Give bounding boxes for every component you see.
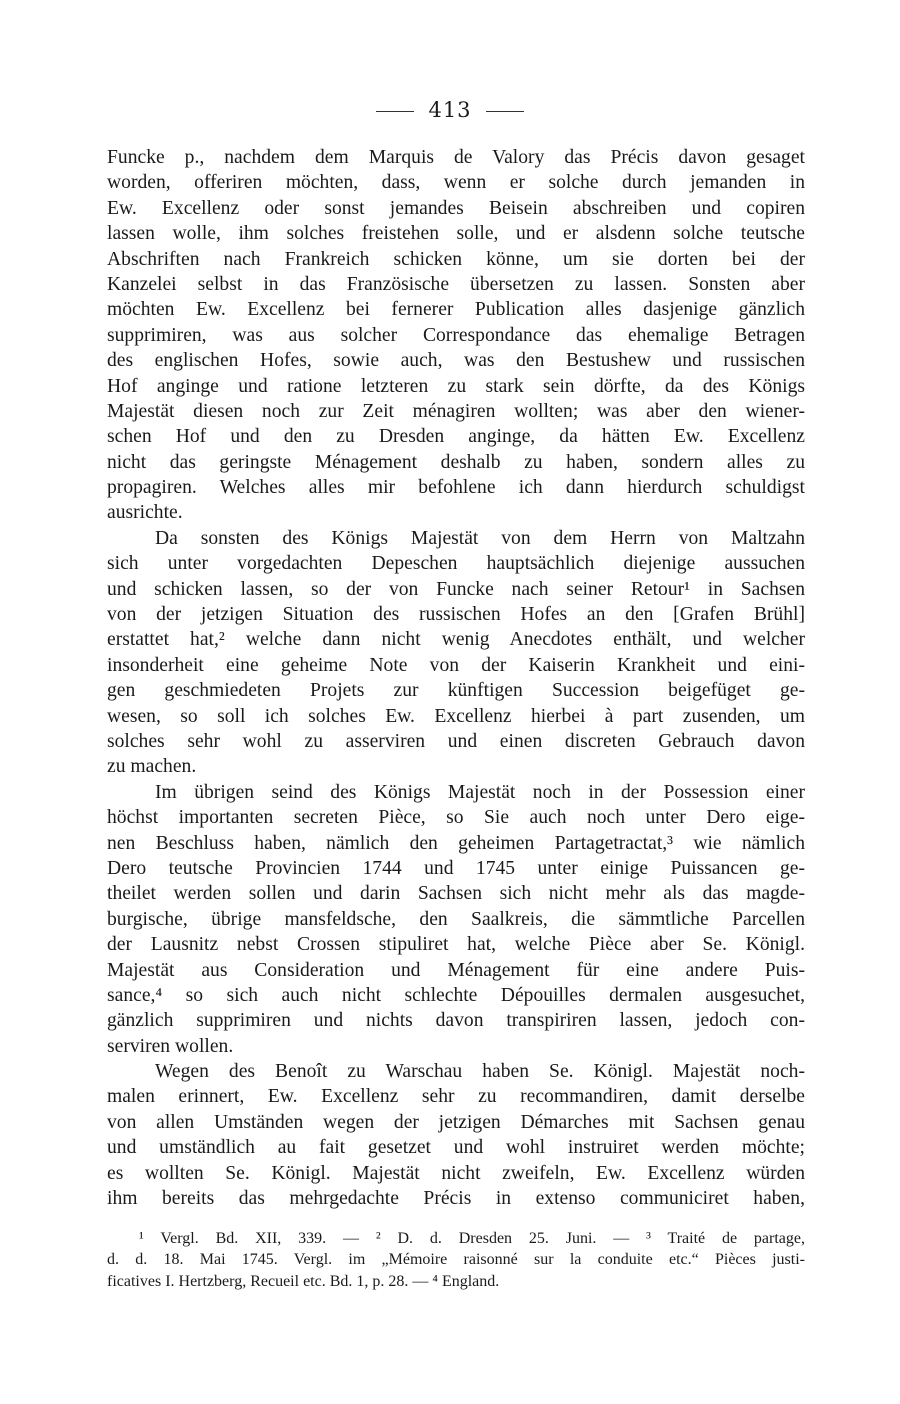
text-line: es wollten Se. Königl. Majestät nicht zweifeln, Ew. Excellenz würden bbox=[107, 1162, 805, 1184]
footnote-line: d. d. 18. Mai 1745. Vergl. im „Mémoire raisonné sur la conduite etc.“ Pièces justi- bbox=[107, 1251, 805, 1269]
page-number: 413 bbox=[428, 98, 472, 122]
text-line: schen Hof und den zu Dresden anginge, da hätten Ew. Excellenz bbox=[107, 426, 805, 448]
text-line: Abschriften nach Frankreich schicken könne, um sie dorten bei der bbox=[107, 248, 805, 270]
text-line: zu machen. bbox=[107, 756, 197, 778]
page-header bbox=[0, 98, 900, 122]
text-line: theilet werden sollen und darin Sachsen sich nicht mehr als das magde- bbox=[107, 883, 805, 905]
text-line: Im übrigen seind des Königs Majestät noch in der Possession einer bbox=[155, 781, 805, 803]
text-line: und umständlich au fait gesetzet und wohl instruiret werden möchte; bbox=[107, 1137, 805, 1159]
text-line: Kanzelei selbst in das Französische übersetzen zu lassen. Sonsten aber bbox=[107, 273, 805, 295]
text-line: sich unter vorgedachten Depeschen hauptsächlich diejenige aussuchen bbox=[107, 553, 805, 575]
text-line: und schicken lassen, so der von Funcke nach seiner Retour¹ in Sachsen bbox=[107, 578, 805, 600]
text-line: ausrichte. bbox=[107, 502, 183, 524]
text-line: serviren wollen. bbox=[107, 1035, 234, 1057]
text-line: propagiren. Welches alles mir befohlene ich dann hierdurch schuldigst bbox=[107, 477, 805, 499]
text-line: Ew. Excellenz oder sonst jemandes Beisein abschreiben und copiren bbox=[107, 197, 805, 219]
text-line: wesen, so soll ich solches Ew. Excellenz hierbei à part zusenden, um bbox=[107, 705, 805, 727]
text-line: erstattet hat,² welche dann nicht wenig Anecdotes enthält, und welcher bbox=[107, 629, 805, 651]
text-line: möchten Ew. Excellenz bei fernerer Publication alles dasjenige gänzlich bbox=[107, 299, 805, 321]
text-line: supprimiren, was aus solcher Correspondance das ehemalige Betragen bbox=[107, 324, 805, 346]
text-line: von allen Umständen wegen der jetzigen Démarches mit Sachsen genau bbox=[107, 1111, 805, 1133]
text-line: solches sehr wohl zu asserviren und einen discreten Gebrauch davon bbox=[107, 730, 805, 752]
text-line: burgische, übrige mansfeldsche, den Saalkreis, die sämmtliche Parcellen bbox=[107, 908, 805, 930]
footnotes bbox=[107, 1228, 805, 1292]
paragraph-4 bbox=[107, 1059, 805, 1211]
text-line: höchst importanten secreten Pièce, so Sie auch noch unter Dero eige- bbox=[107, 807, 805, 829]
paragraph-3 bbox=[107, 780, 805, 1059]
text-line: Majestät diesen noch zur Zeit ménagiren wollten; was aber den wiener- bbox=[107, 400, 805, 422]
paragraph-2 bbox=[107, 526, 805, 780]
text-line: des englischen Hofes, sowie auch, was den Bestushew und russischen bbox=[107, 350, 805, 372]
text-line: ihm bereits das mehrgedachte Précis in extenso communiciret haben, bbox=[107, 1188, 805, 1210]
text-line: gen geschmiedeten Projets zur künftigen Succession beigefüget ge- bbox=[107, 680, 805, 702]
text-line: malen erinnert, Ew. Excellenz sehr zu recommandiren, damit derselbe bbox=[107, 1086, 805, 1108]
text-line: Funcke p., nachdem dem Marquis de Valory das Précis davon gesaget bbox=[107, 147, 805, 168]
header-dash-left bbox=[376, 111, 414, 112]
text-line: worden, offeriren möchten, dass, wenn er solche durch jemanden in bbox=[107, 172, 805, 194]
text-line: Majestät aus Consideration und Ménagement für eine andere Puis- bbox=[107, 959, 805, 981]
footnote-line: ¹ Vergl. Bd. XII, 339. — ² D. d. Dresden 25. Juni. — ³ Traité de partage, bbox=[139, 1230, 805, 1247]
text-line: der Lausnitz nebst Crossen stipuliret hat, welche Pièce aber Se. Königl. bbox=[107, 934, 805, 956]
text-line: Da sonsten des Königs Majestät von dem Herrn von Maltzahn bbox=[155, 527, 805, 549]
text-line: insonderheit eine geheime Note von der Kaiserin Krankheit und eini- bbox=[107, 654, 805, 676]
text-line: nen Beschluss haben, nämlich den geheimen Partagetractat,³ wie nämlich bbox=[107, 832, 805, 854]
header-dash-right bbox=[486, 111, 524, 112]
text-line: Wegen des Benoît zu Warschau haben Se. Königl. Majestät noch- bbox=[155, 1061, 805, 1083]
footnote-line: ficatives I. Hertzberg, Recueil etc. Bd. 1, p. 28. — ⁴ England. bbox=[107, 1272, 500, 1290]
text-line: gänzlich supprimiren und nichts davon transpiriren lassen, jedoch con- bbox=[107, 1010, 805, 1032]
text-line: lassen wolle, ihm solches freistehen solle, und er alsdenn solche teutsche bbox=[107, 223, 805, 245]
text-line: Dero teutsche Provincien 1744 und 1745 unter einige Puissancen ge- bbox=[107, 857, 805, 879]
text-line: von der jetzigen Situation des russischen Hofes an den [Grafen Brühl] bbox=[107, 604, 805, 626]
paragraph-1 bbox=[107, 145, 805, 526]
body-text bbox=[107, 145, 805, 1211]
text-line: sance,⁴ so sich auch nicht schlechte Dépouilles dermalen ausgesuchet, bbox=[107, 984, 805, 1006]
text-line: nicht das geringste Ménagement deshalb zu haben, sondern alles zu bbox=[107, 451, 805, 473]
text-line: Hof anginge und ratione letzteren zu stark sein dörfte, da des Königs bbox=[107, 375, 805, 397]
